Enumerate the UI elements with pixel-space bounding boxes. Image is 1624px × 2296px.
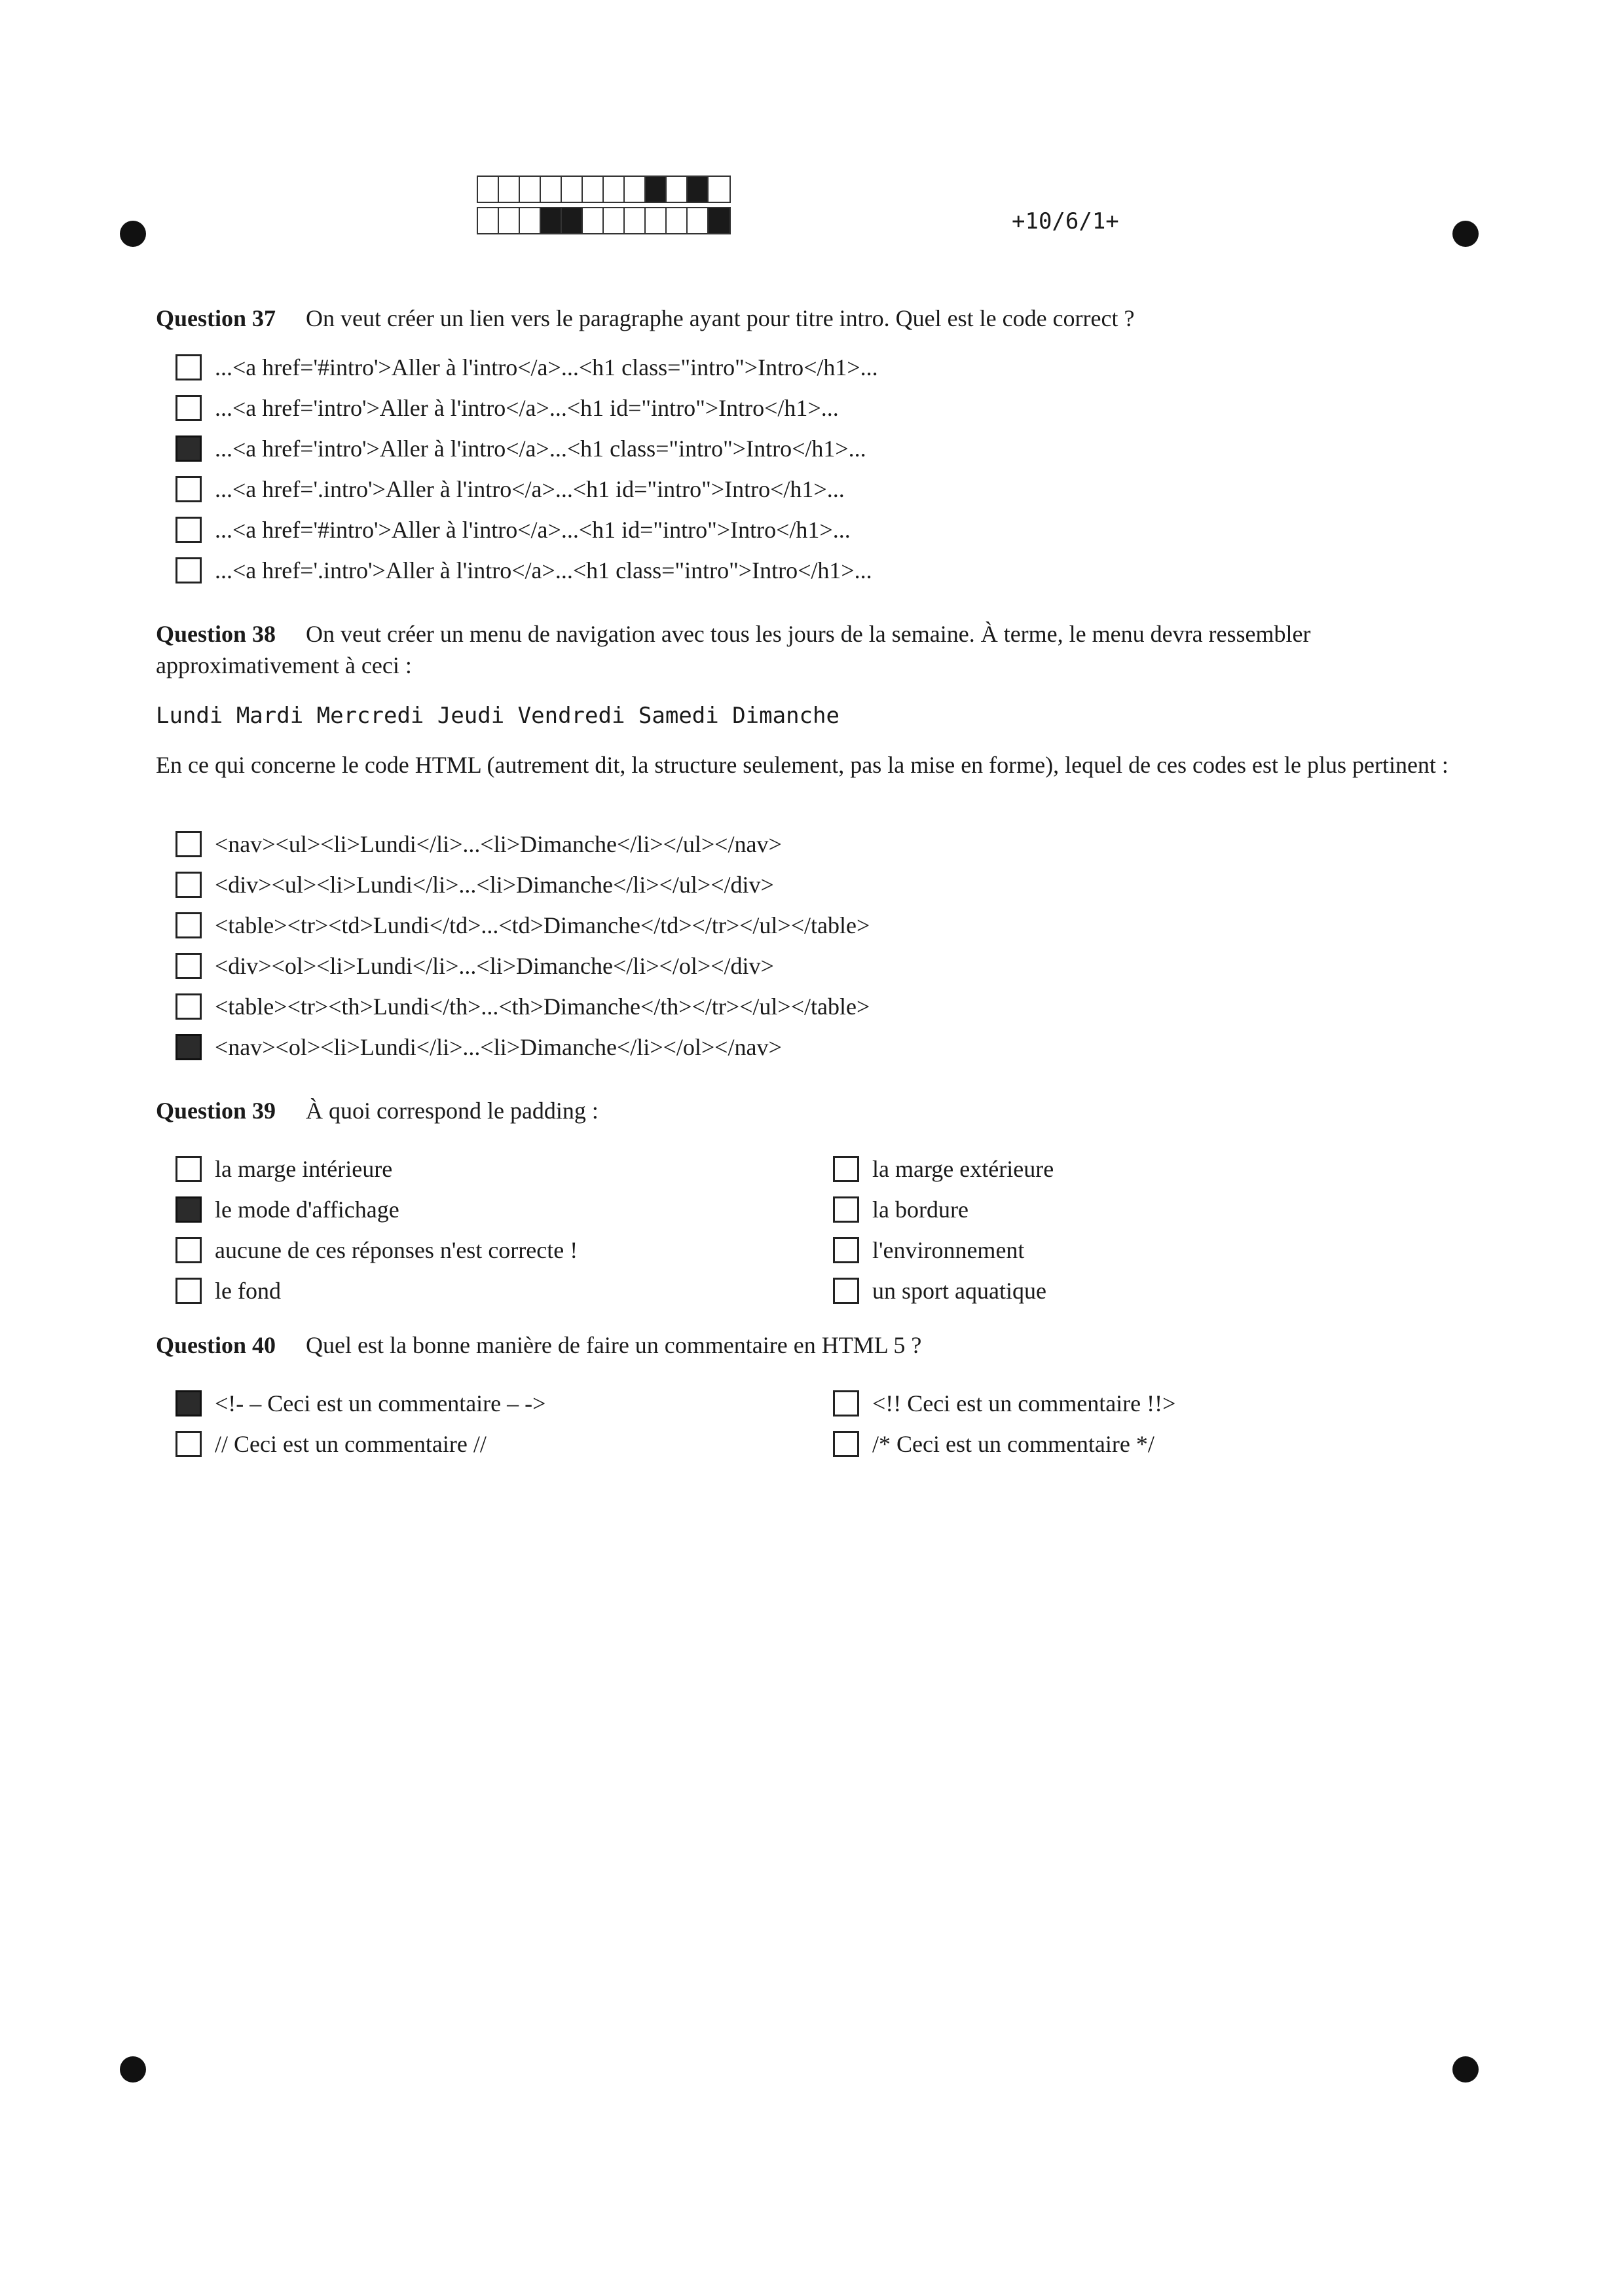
checkbox[interactable] <box>833 1237 859 1263</box>
checkbox[interactable] <box>175 395 202 421</box>
checkbox[interactable] <box>175 1431 202 1457</box>
barcode-cell <box>499 208 520 233</box>
option[interactable] <box>175 830 782 858</box>
checkbox[interactable] <box>175 912 202 938</box>
barcode-cell <box>499 177 520 202</box>
option[interactable] <box>833 1390 1175 1417</box>
option[interactable] <box>175 1390 545 1417</box>
barcode-cell <box>709 208 729 233</box>
barcode-cell <box>520 208 541 233</box>
option[interactable] <box>175 557 872 584</box>
barcode-cell <box>688 177 709 202</box>
barcode-cell <box>709 177 729 202</box>
option[interactable] <box>833 1236 1024 1264</box>
option-label: <!- – Ceci est un commentaire – -> <box>215 1390 546 1416</box>
option-label: la bordure <box>872 1196 969 1223</box>
page-code: +10/6/1+ <box>1012 208 1119 234</box>
barcode-cell <box>541 208 562 233</box>
registration-mark-bottom-left <box>120 2056 146 2083</box>
barcode-row-1 <box>477 176 731 203</box>
barcode-cell <box>478 177 499 202</box>
option[interactable] <box>175 993 870 1020</box>
option-label: ...<a href='intro'>Aller à l'intro</a>...<h1 class="intro">Intro</h1>... <box>215 435 866 462</box>
barcode-cell <box>583 208 604 233</box>
checkbox[interactable] <box>175 1278 202 1304</box>
option-label: ...<a href='.intro'>Aller à l'intro</a>...<h1 id="intro">Intro</h1>... <box>215 476 845 502</box>
checkbox[interactable] <box>833 1156 859 1182</box>
option[interactable] <box>175 1155 392 1183</box>
barcode-cell <box>646 208 667 233</box>
option[interactable] <box>175 1033 782 1061</box>
registration-mark-top-right <box>1452 221 1479 247</box>
checkbox[interactable] <box>175 831 202 857</box>
checkbox[interactable] <box>175 435 202 462</box>
barcode-cell <box>604 177 625 202</box>
option[interactable] <box>175 354 878 381</box>
question-text: On veut créer un menu de navigation avec tous les jours de la semaine. À terme, le menu devra ressembler approximativement à ceci : <box>156 621 1311 678</box>
option[interactable] <box>833 1196 969 1223</box>
menu-example: Lundi Mardi Mercredi Jeudi Vendredi Samedi Dimanche <box>156 703 840 729</box>
registration-mark-bottom-right <box>1452 2056 1479 2083</box>
checkbox[interactable] <box>175 517 202 543</box>
checkbox[interactable] <box>175 476 202 502</box>
option[interactable] <box>175 1196 399 1223</box>
checkbox[interactable] <box>833 1390 859 1416</box>
barcode-cell <box>625 177 646 202</box>
question-40 <box>156 1329 1466 1361</box>
barcode-cell <box>646 177 667 202</box>
barcode-cell <box>667 177 688 202</box>
option-label: la marge extérieure <box>872 1156 1054 1182</box>
option[interactable] <box>175 952 774 980</box>
option-label: <table><tr><th>Lundi</th>...<th>Dimanche</th></tr></ul></table> <box>215 993 870 1020</box>
option[interactable] <box>175 475 845 503</box>
checkbox[interactable] <box>175 953 202 979</box>
question-39 <box>156 1095 1466 1126</box>
option[interactable] <box>833 1430 1154 1458</box>
barcode-cell <box>667 208 688 233</box>
question-number: Question 40 <box>156 1332 276 1358</box>
option-label: le mode d'affichage <box>215 1196 399 1223</box>
checkbox[interactable] <box>175 1196 202 1223</box>
question-number: Question 38 <box>156 621 276 647</box>
barcode-cell <box>478 208 499 233</box>
option-label: ...<a href='#intro'>Aller à l'intro</a>...<h1 class="intro">Intro</h1>... <box>215 354 878 380</box>
option-label: ...<a href='#intro'>Aller à l'intro</a>...<h1 id="intro">Intro</h1>... <box>215 517 851 543</box>
option-label: ...<a href='intro'>Aller à l'intro</a>...<h1 id="intro">Intro</h1>... <box>215 395 839 421</box>
barcode-row-2 <box>477 207 731 234</box>
option-label: le fond <box>215 1278 281 1304</box>
option-label: l'environnement <box>872 1237 1025 1263</box>
option[interactable] <box>175 1236 578 1264</box>
question-number: Question 37 <box>156 305 276 331</box>
checkbox[interactable] <box>175 1237 202 1263</box>
checkbox[interactable] <box>175 1390 202 1416</box>
registration-mark-top-left <box>120 221 146 247</box>
checkbox[interactable] <box>833 1196 859 1223</box>
option[interactable] <box>175 871 774 898</box>
checkbox[interactable] <box>175 557 202 583</box>
option[interactable] <box>175 394 839 422</box>
option-label: <div><ul><li>Lundi</li>...<li>Dimanche</li></ul></div> <box>215 872 774 898</box>
barcode-cell <box>562 177 583 202</box>
option[interactable] <box>175 912 870 939</box>
barcode-cell <box>562 208 583 233</box>
option[interactable] <box>175 516 851 544</box>
option-label: ...<a href='.intro'>Aller à l'intro</a>...<h1 class="intro">Intro</h1>... <box>215 557 872 583</box>
barcode-cell <box>625 208 646 233</box>
question-37 <box>156 303 1466 334</box>
barcode-cell <box>688 208 709 233</box>
checkbox[interactable] <box>833 1278 859 1304</box>
option-label: <nav><ol><li>Lundi</li>...<li>Dimanche</li></ol></nav> <box>215 1034 782 1060</box>
option-label: aucune de ces réponses n'est correcte ! <box>215 1237 578 1263</box>
option-label: <nav><ul><li>Lundi</li>...<li>Dimanche</li></ul></nav> <box>215 831 782 857</box>
checkbox[interactable] <box>175 1034 202 1060</box>
barcode-cell <box>583 177 604 202</box>
option-label: un sport aquatique <box>872 1278 1046 1304</box>
option-label: // Ceci est un commentaire // <box>215 1431 487 1457</box>
option-label: <table><tr><td>Lundi</td>...<td>Dimanche</td></tr></ul></table> <box>215 912 870 938</box>
option[interactable] <box>175 1430 487 1458</box>
question-number: Question 39 <box>156 1098 276 1124</box>
option-label: <!! Ceci est un commentaire !!> <box>872 1390 1176 1416</box>
question-text: On veut créer un lien vers le paragraphe ayant pour titre intro. Quel est le code correct ? <box>306 305 1135 331</box>
checkbox[interactable] <box>175 1156 202 1182</box>
checkbox[interactable] <box>175 993 202 1020</box>
question-38 <box>156 618 1466 681</box>
question-text: À quoi correspond le padding : <box>306 1098 599 1124</box>
checkbox[interactable] <box>833 1431 859 1457</box>
checkbox[interactable] <box>175 872 202 898</box>
question-text: Quel est la bonne manière de faire un commentaire en HTML 5 ? <box>306 1332 922 1358</box>
option-label: /* Ceci est un commentaire */ <box>872 1431 1154 1457</box>
option[interactable] <box>833 1155 1054 1183</box>
checkbox[interactable] <box>175 354 202 380</box>
barcode-cell <box>604 208 625 233</box>
barcode-cell <box>520 177 541 202</box>
option[interactable] <box>175 1277 281 1305</box>
option-label: <div><ol><li>Lundi</li>...<li>Dimanche</li></ol></div> <box>215 953 774 979</box>
option-label: la marge intérieure <box>215 1156 393 1182</box>
option[interactable] <box>833 1277 1046 1305</box>
barcode-cell <box>541 177 562 202</box>
question-followup: En ce qui concerne le code HTML (autrement dit, la structure seulement, pas la mise en forme), lequel de ces codes est le plus pertinent : <box>156 752 1449 778</box>
option[interactable] <box>175 435 866 462</box>
